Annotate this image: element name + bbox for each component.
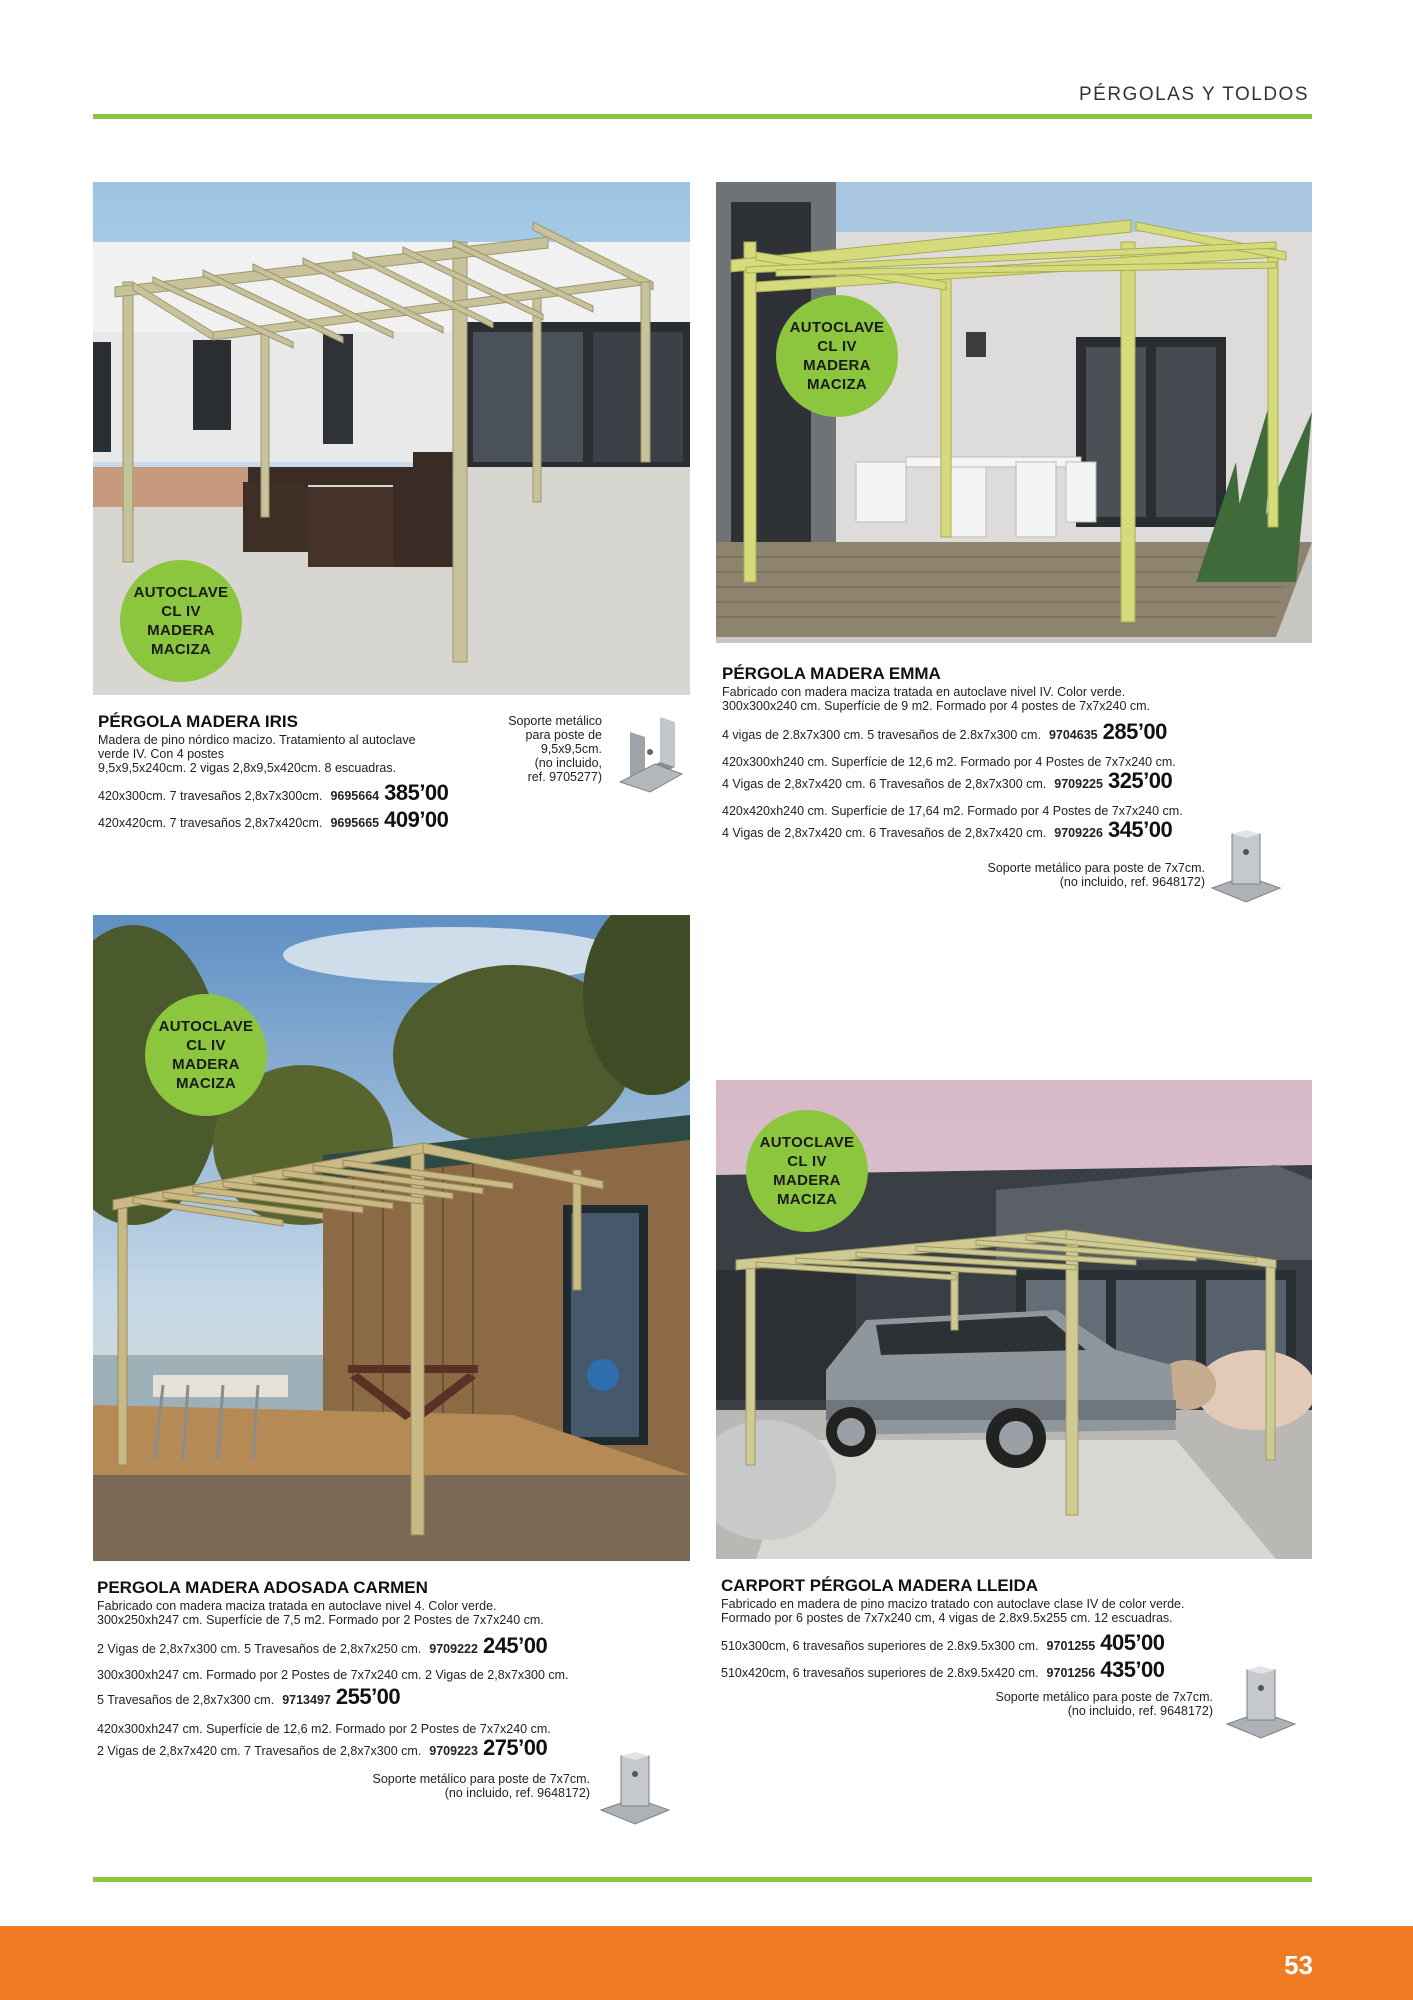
price-row (97, 1661, 569, 1689)
badge-line: CL IV (787, 1153, 827, 1170)
row-text: 5 Travesaños de 2,8x7x300 cm. (97, 1693, 275, 1707)
post-support-image (597, 1752, 672, 1830)
badge-line: MACIZA (806, 376, 868, 393)
price-row (97, 1736, 569, 1763)
product-ref: 9709223 (429, 1744, 478, 1758)
badge-line: MACIZA (150, 641, 212, 658)
carmen-description (97, 1599, 657, 1627)
carmen-title: PERGOLA MADERA ADOSADA CARMEN (97, 1578, 428, 1597)
price: 409’00 (384, 807, 449, 832)
note-line: Soporte metálico para poste de 7x7cm. (995, 1690, 1213, 1704)
section-title: PÉRGOLAS Y TOLDOS (1078, 84, 1309, 105)
price: 275’00 (482, 1735, 548, 1760)
price-row (722, 769, 1183, 796)
price-row (97, 1634, 569, 1661)
row-text: 4 vigas de 2.8x7x300 cm. 5 travesaños de 2.8x7x300 cm. (722, 728, 1041, 742)
note-line: Soporte metálico para poste de 7x7cm. (372, 1772, 590, 1786)
badge-line: AUTOCLAVE (133, 584, 229, 601)
autoclave-badge (145, 994, 267, 1116)
badge-line: CL IV (186, 1037, 226, 1054)
desc-line: Fabricado en madera de pino macizo tratado con autoclave clase IV de color verde. (721, 1597, 1185, 1611)
badge-line: MADERA (147, 622, 215, 639)
autoclave-badge (120, 560, 242, 682)
badge-line: MACIZA (776, 1191, 838, 1208)
desc-line: Formado por 6 postes de 7x7x240 cm, 4 vigas de 2.8x9.5x255 cm. 12 escuadras. (721, 1611, 1173, 1625)
product-ref: 9701256 (1046, 1666, 1096, 1680)
row-text: 510x420cm, 6 travesaños superiores de 2.8x9.5x420 cm. (721, 1666, 1039, 1680)
note-line: ref. 9705277) (527, 770, 602, 784)
desc-line: 300x250xh247 cm. Superfície de 7,5 m2. Formado por 2 Postes de 7x7x240 cm. (97, 1613, 544, 1627)
bottom-divider (93, 1877, 1312, 1882)
row-text: 4 Vigas de 2,8x7x420 cm. 6 Travesaños de 2,8x7x300 cm. (722, 777, 1047, 791)
row-text: 420x300cm. 7 travesaños 2,8x7x300cm. (98, 789, 323, 803)
note-line: (no incluido, ref. 9648172) (1059, 875, 1205, 889)
desc-line: Fabricado con madera maciza tratada en autoclave nivel IV. Color verde. (722, 685, 1126, 699)
badge-line: CL IV (161, 603, 201, 620)
top-divider (93, 114, 1312, 119)
badge-line: MACIZA (175, 1075, 237, 1092)
desc-line: Fabricado con madera maciza tratada en autoclave nivel 4. Color verde. (97, 1599, 497, 1613)
badge-line: MADERA (803, 357, 871, 374)
product-ref: 9709226 (1054, 826, 1103, 840)
desc-line: 300x300x240 cm. Superfície de 9 m2. Formado por 4 postes de 7x7x240 cm. (722, 699, 1151, 713)
iris-title: PÉRGOLA MADERA IRIS (98, 712, 298, 731)
price-row (722, 720, 1183, 747)
note-line: para poste de (525, 728, 602, 742)
carmen-support-note (285, 1772, 590, 1800)
post-support-image (1223, 1666, 1298, 1744)
note-line: (no incluido, ref. 9648172) (444, 1786, 590, 1800)
price: 385’00 (384, 780, 449, 805)
price: 245’00 (482, 1633, 548, 1658)
desc-line: Madera de pino nórdico macizo. Tratamiento al autoclave (98, 733, 416, 747)
row-text: 2 Vigas de 2,8x7x300 cm. 5 Travesaños de 2,8x7x250 cm. (97, 1642, 422, 1656)
emma-price-list (722, 720, 1183, 845)
product-ref: 9701255 (1046, 1639, 1096, 1653)
row-text: 420x420xh240 cm. Superfície de 17,64 m2. Formado por 4 Postes de 7x7x240 cm. (722, 804, 1183, 818)
iris-support-note (480, 714, 602, 784)
product-ref: 9713497 (282, 1693, 331, 1707)
emma-description (722, 685, 1282, 713)
product-ref: 9695664 (330, 789, 380, 803)
price-row (721, 1658, 1165, 1685)
footer-bar (0, 1926, 1413, 2000)
row-text: 420x300xh240 cm. Superfície de 12,6 m2. Formado por 4 Postes de 7x7x240 cm. (722, 755, 1176, 769)
desc-line: 9,5x9,5x240cm. 2 vigas 2,8x9,5x420cm. 8 escuadras. (98, 761, 397, 775)
price-row (722, 818, 1183, 845)
price-row (98, 781, 448, 808)
autoclave-badge (746, 1110, 868, 1232)
post-support-image (1208, 830, 1283, 908)
note-line: (no incluido, (534, 756, 602, 770)
price: 405’00 (1100, 1630, 1165, 1655)
price: 435’00 (1100, 1657, 1165, 1682)
page-number: 53 (1284, 1950, 1313, 1980)
row-text: 300x300xh247 cm. Formado por 2 Postes de 7x7x240 cm. 2 Vigas de 2,8x7x300 cm. (97, 1668, 569, 1682)
row-text: 510x300cm, 6 travesaños superiores de 2.8x9.5x300 cm. (721, 1639, 1039, 1653)
iris-description (98, 733, 478, 775)
note-line: 9,5x9,5cm. (540, 742, 602, 756)
row-text: 2 Vigas de 2,8x7x420 cm. 7 Travesaños de 2,8x7x300 cm. (97, 1744, 422, 1758)
product-ref: 9695665 (330, 816, 380, 830)
emma-support-note (900, 861, 1205, 889)
note-line: (no incluido, ref. 9648172) (1067, 1704, 1213, 1718)
badge-line: AUTOCLAVE (759, 1134, 855, 1151)
price: 345’00 (1107, 817, 1173, 842)
price: 255’00 (335, 1684, 401, 1709)
price-row (97, 1685, 569, 1712)
emma-title: PÉRGOLA MADERA EMMA (722, 664, 941, 683)
lleida-price-list (721, 1631, 1165, 1685)
price: 285’00 (1102, 719, 1167, 744)
badge-line: AUTOCLAVE (158, 1018, 254, 1035)
row-text: 4 Vigas de 2,8x7x420 cm. 6 Travesaños de 2,8x7x420 cm. (722, 826, 1047, 840)
badge-line: CL IV (817, 338, 857, 355)
iris-price-list (98, 781, 448, 835)
badge-line: MADERA (172, 1056, 240, 1073)
lleida-title: CARPORT PÉRGOLA MADERA LLEIDA (721, 1576, 1039, 1595)
product-ref: 9709222 (429, 1642, 478, 1656)
lleida-description (721, 1597, 1301, 1625)
lleida-support-note (908, 1690, 1213, 1718)
autoclave-badge (776, 295, 898, 417)
product-ref: 9704635 (1048, 728, 1098, 742)
price: 325’00 (1107, 768, 1173, 793)
row-text: 420x300xh247 cm. Superfície de 12,6 m2. Formado por 2 Postes de 7x7x240 cm. (97, 1722, 551, 1736)
row-text: 420x420cm. 7 travesaños 2,8x7x420cm. (98, 816, 323, 830)
desc-line: verde IV. Con 4 postes (98, 747, 225, 761)
price-row (721, 1631, 1165, 1658)
price-row (98, 808, 448, 835)
badge-line: MADERA (773, 1172, 841, 1189)
carmen-price-list (97, 1634, 569, 1763)
emma-photo (716, 182, 1312, 643)
u-bracket-image (610, 712, 685, 797)
note-line: Soporte metálico para poste de 7x7cm. (987, 861, 1205, 875)
badge-line: AUTOCLAVE (789, 319, 885, 336)
product-ref: 9709225 (1054, 777, 1103, 791)
note-line: Soporte metálico (508, 714, 602, 728)
